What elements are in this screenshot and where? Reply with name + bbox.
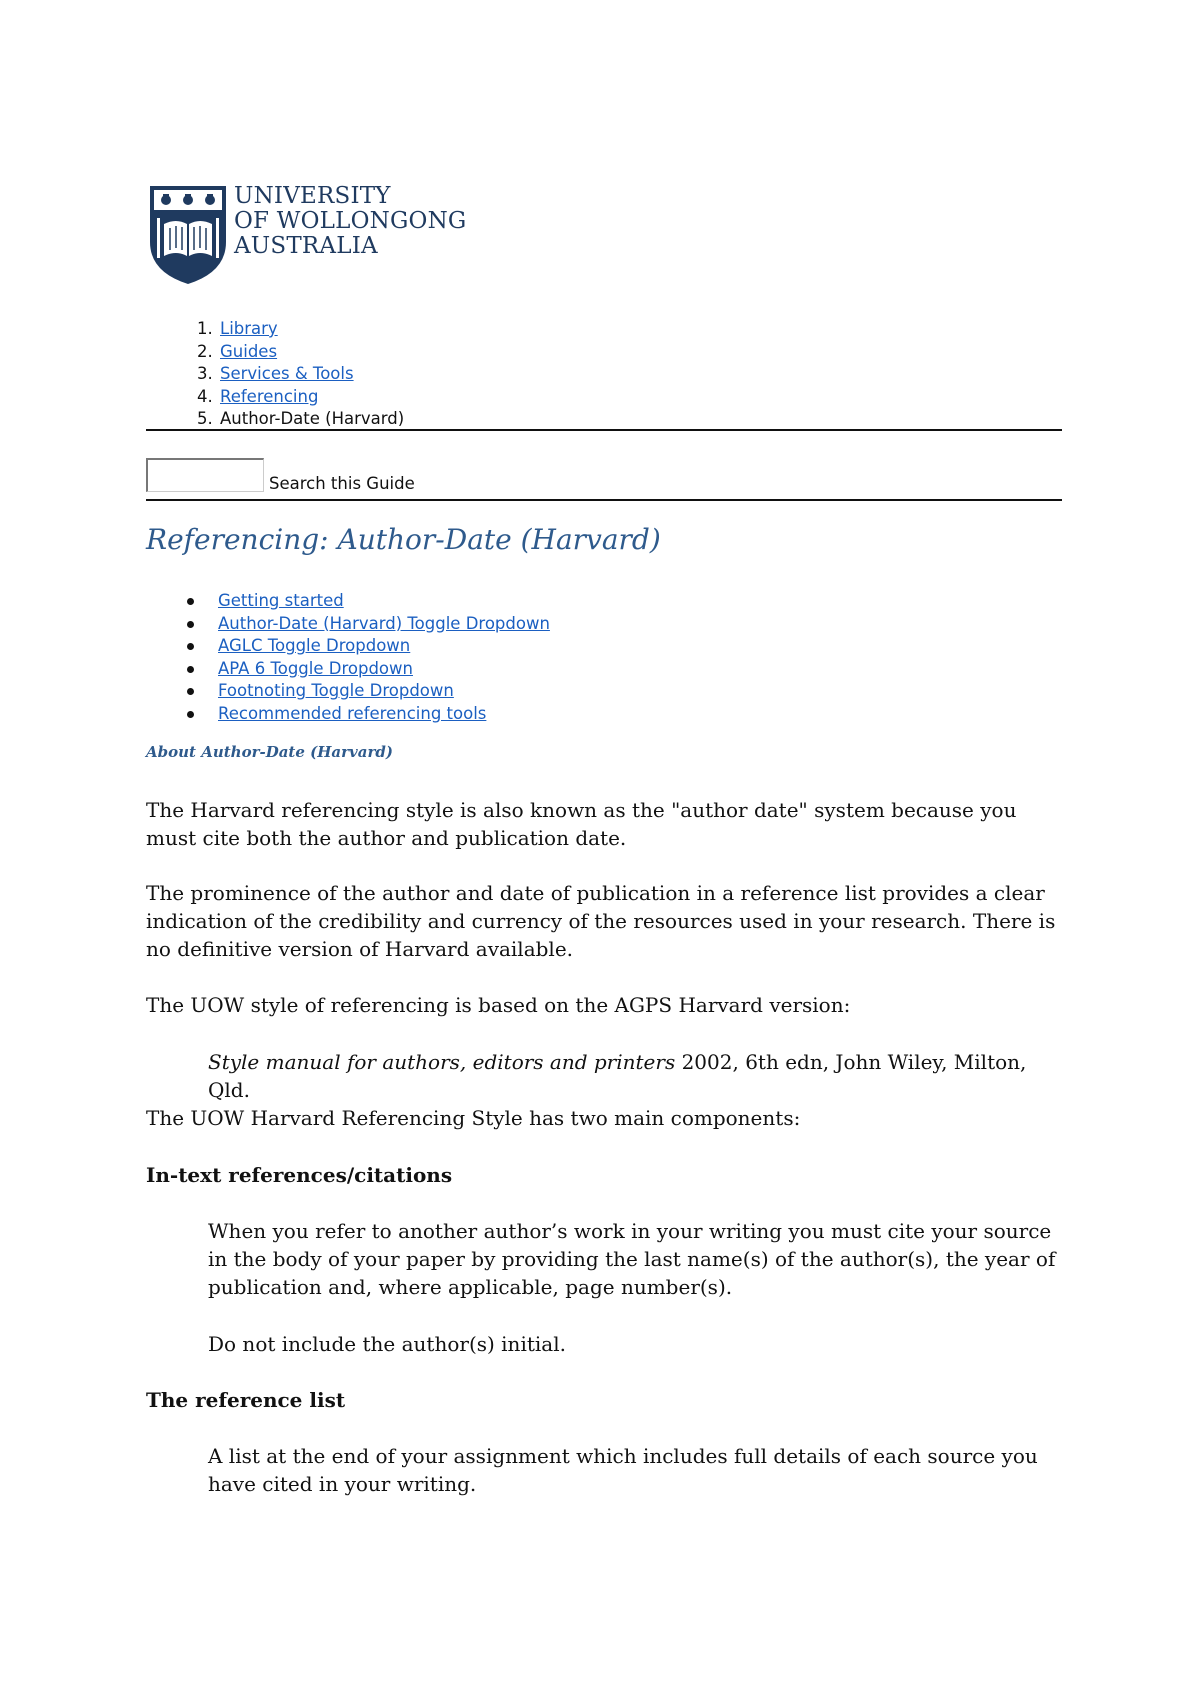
breadcrumb-link-services-tools[interactable]: Services & Tools — [220, 364, 354, 383]
paragraph-uow-style: The UOW style of referencing is based on the AGPS Harvard version: — [146, 993, 851, 1017]
crest-icon — [146, 180, 230, 286]
page-title: Referencing: Author-Date (Harvard) — [146, 523, 661, 556]
nav-link-recommended-tools[interactable]: Recommended referencing tools — [218, 703, 487, 723]
breadcrumb-item-library — [218, 318, 404, 341]
breadcrumb-item-services-tools — [218, 363, 404, 386]
breadcrumb — [146, 318, 404, 431]
nav-link-aglc[interactable]: AGLC Toggle Dropdown — [218, 636, 411, 656]
paragraph-prominence: The prominence of the author and date of publication in a reference list provides a clear indication of the credibility and currency of the resources used in your research. There is no definitive version of Harvard available. — [146, 881, 1056, 961]
paragraph-in-text-2: Do not include the author(s) initial. — [208, 1332, 566, 1356]
breadcrumb-item-referencing — [218, 386, 404, 409]
university-logo[interactable] — [146, 180, 1062, 290]
nav-link-apa6[interactable]: APA 6 Toggle Dropdown — [218, 658, 413, 678]
breadcrumb-link-guides[interactable]: Guides — [220, 341, 278, 361]
divider-bottom — [146, 499, 1062, 501]
paragraph-components: The UOW Harvard Referencing Style has two main components: — [146, 1106, 801, 1130]
divider-top — [146, 429, 1062, 431]
nav-link-getting-started[interactable]: Getting started — [218, 591, 344, 610]
nav-item-footnoting — [218, 680, 550, 703]
nav-item-tools — [218, 703, 550, 726]
guide-search — [146, 458, 1062, 498]
logo-line-1: UNIVERSITY — [234, 183, 391, 209]
nav-item-aglc — [218, 635, 550, 658]
citation-title: Style manual for authors, editors and printers — [208, 1050, 676, 1074]
nav-link-footnoting[interactable]: Footnoting Toggle Dropdown — [218, 681, 454, 701]
logo-line-3: AUSTRALIA — [234, 233, 378, 259]
paragraph-intro: The Harvard referencing style is also known as the "author date" system because you must cite both the author and publication date. — [146, 798, 1017, 850]
nav-item-apa6 — [218, 658, 550, 681]
breadcrumb-item-guides — [218, 341, 404, 364]
logo-line-2: OF WOLLONGONG — [234, 208, 467, 234]
paragraph-reference-list: A list at the end of your assignment which includes full details of each source you have cited in your writing. — [208, 1444, 1038, 1496]
heading-in-text: In-text references/citations — [146, 1163, 453, 1187]
citation-example — [208, 1048, 1062, 1104]
section-heading: About Author-Date (Harvard) — [146, 743, 393, 761]
guide-nav — [146, 590, 550, 726]
document-page — [146, 180, 1062, 1496]
breadcrumb-link-library[interactable]: Library — [220, 319, 278, 338]
paragraph-in-text-1: When you refer to another author’s work in your writing you must cite your source in the body of your paper by providing the last name(s) of the author(s), the year of publication and, where applicable, page number(s). — [208, 1219, 1056, 1299]
nav-item-getting-started — [218, 590, 550, 613]
search-input[interactable] — [146, 458, 264, 492]
breadcrumb-item-current: 5. Author-Date (Harvard) — [218, 408, 404, 431]
heading-reference-list: The reference list — [146, 1388, 346, 1412]
citation-details: 2002, 6th edn, John Wiley, Milton, Qld. — [208, 1050, 1027, 1102]
nav-item-author-date — [218, 613, 550, 636]
search-label[interactable]: Search this Guide — [269, 474, 415, 493]
nav-link-author-date[interactable]: Author-Date (Harvard) Toggle Dropdown — [218, 613, 550, 633]
breadcrumb-link-referencing[interactable]: Referencing — [220, 386, 319, 406]
